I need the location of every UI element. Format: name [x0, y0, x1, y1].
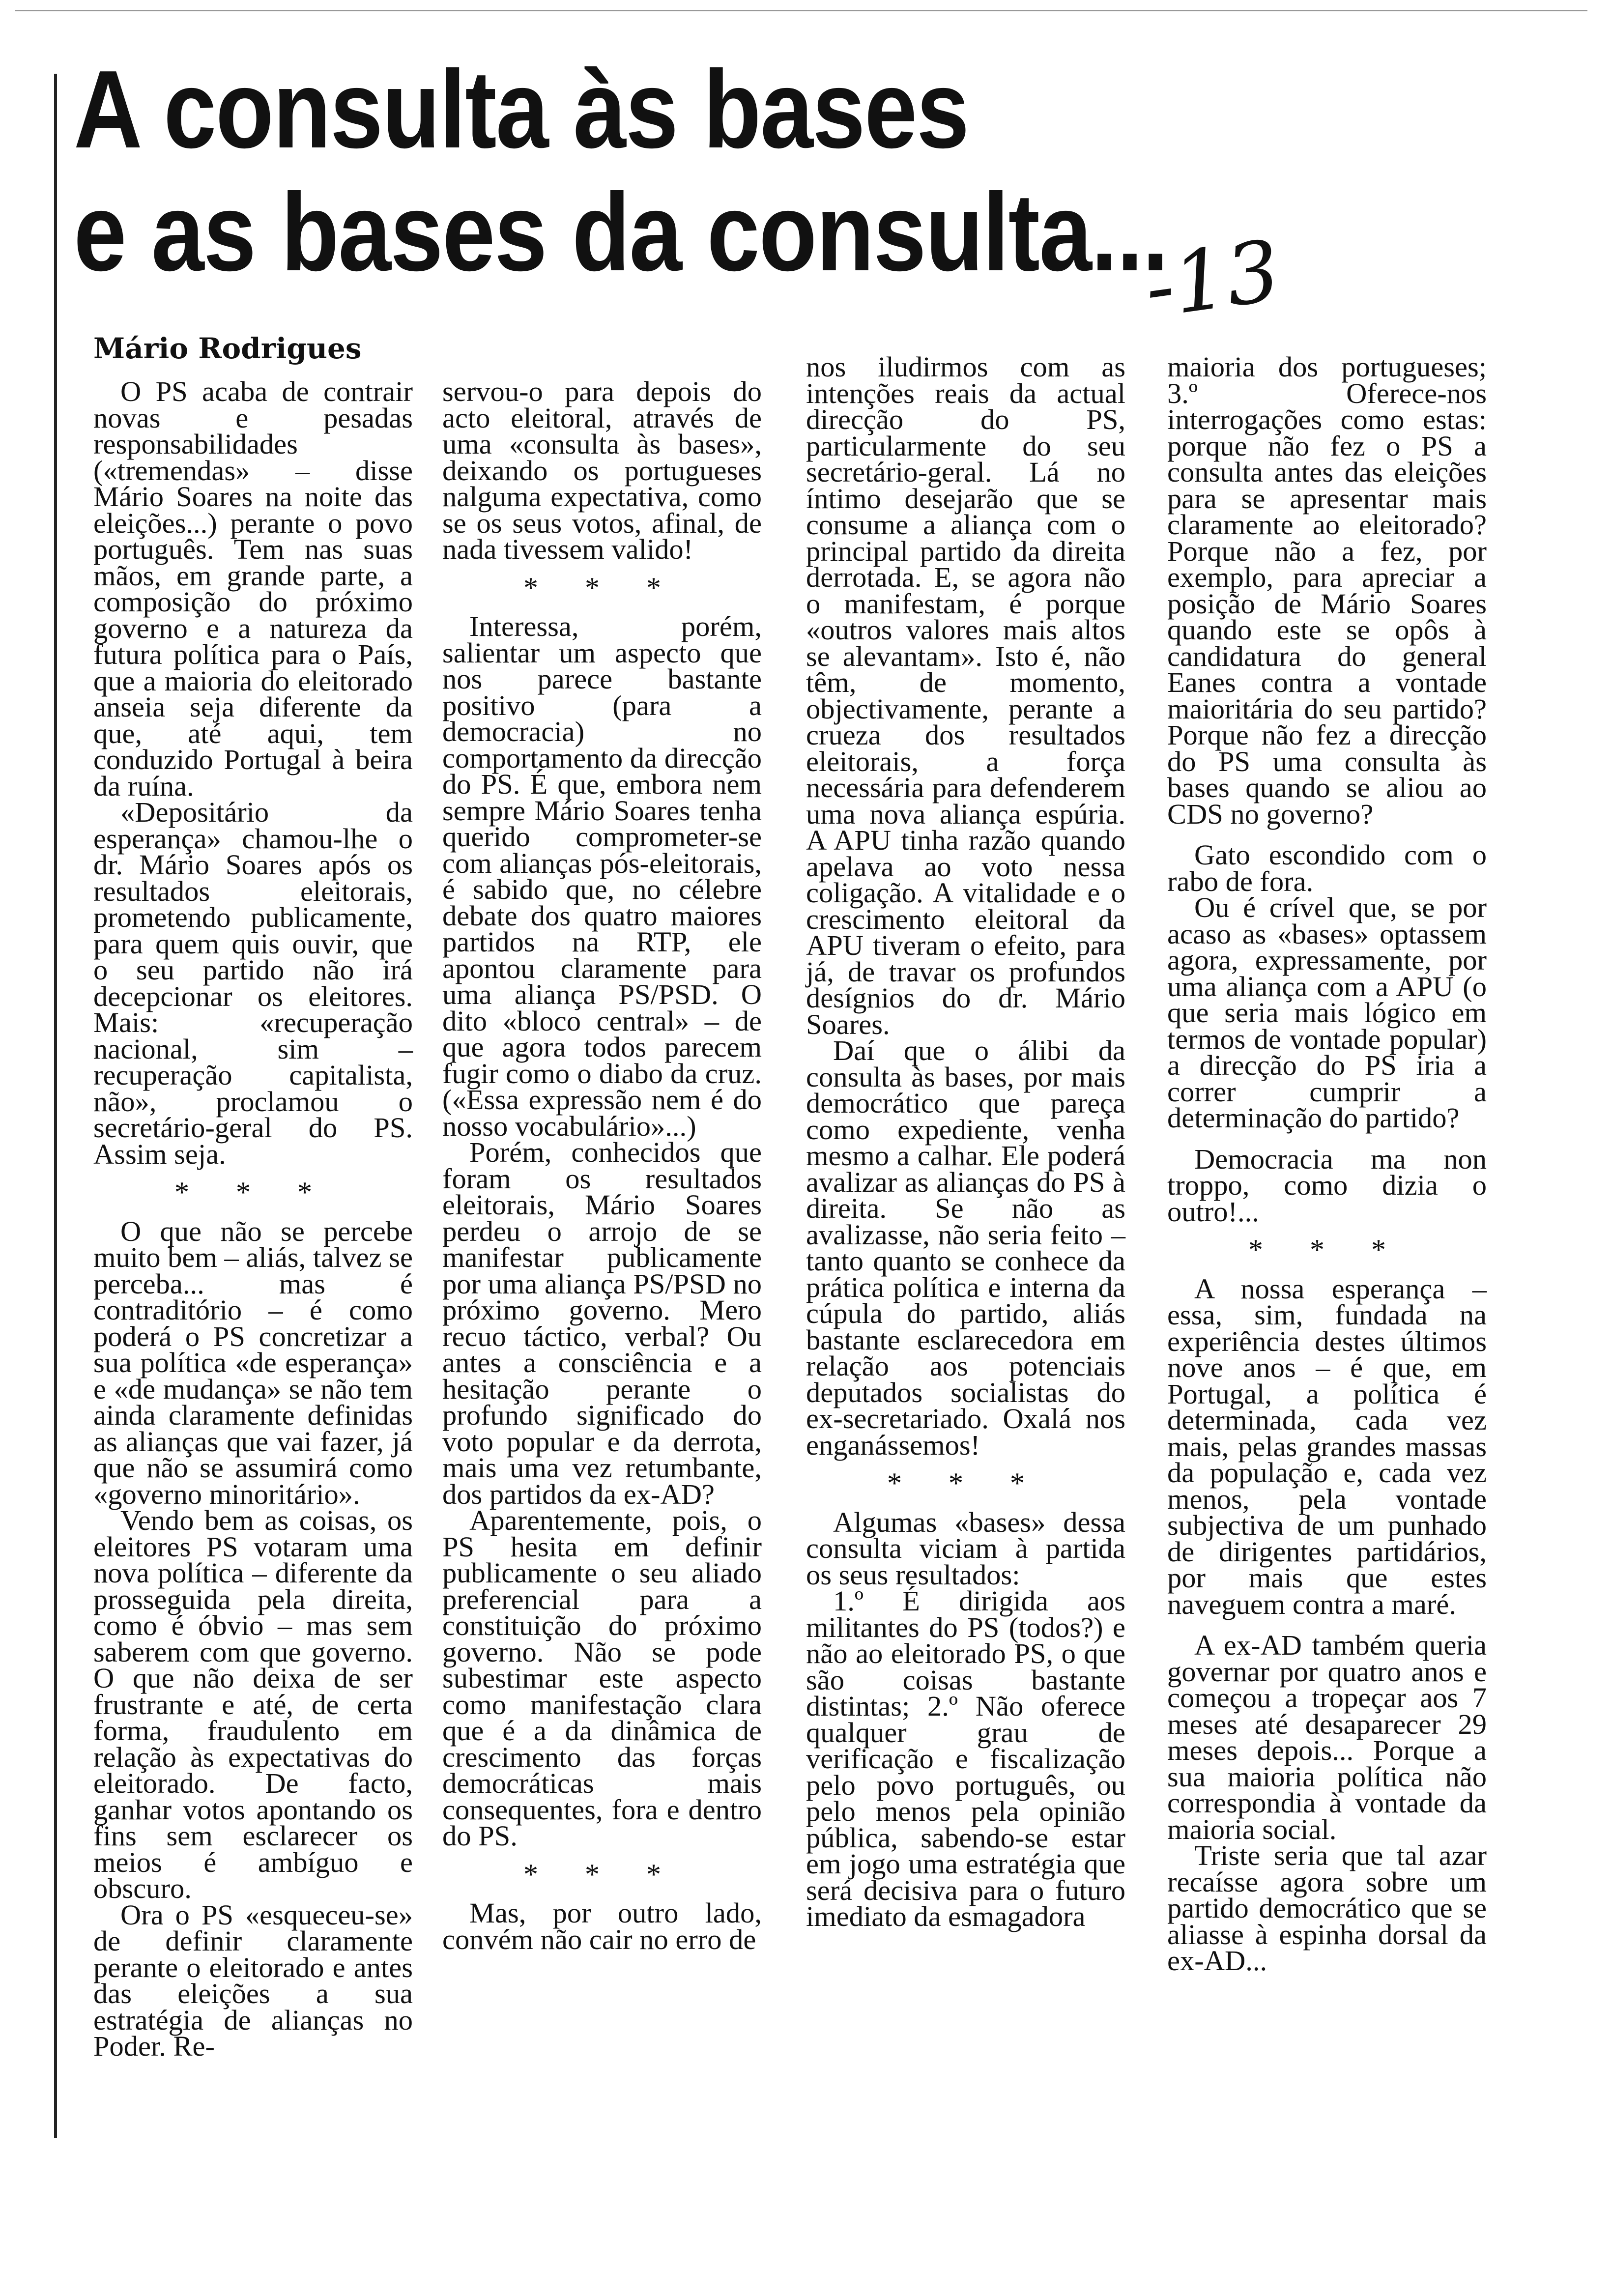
- paragraph: Democracia ma non troppo, como dizia o outro!...: [1167, 1143, 1487, 1228]
- section-separator: * * *: [523, 1858, 681, 1891]
- paragraph: Mas, por outro lado, convém não cair no erro de: [442, 1897, 762, 1955]
- section-separator: * * *: [523, 571, 681, 604]
- paragraph: A ex-AD também queria governar por quatro anos e começou a tropeçar aos 7 meses até desaparecer 29 meses depois... Porque a sua maioria política não correspondia à vontade da maioria social.: [1167, 1629, 1487, 1845]
- paragraph: Ou é crível que, se por acaso as «bases» optassem agora, expressamente, por uma aliança com a APU (o que seria mais lógico em termos de vontade popular) a direcção do PS iria a correr cumprir a determinação do partido?: [1167, 891, 1487, 1134]
- section-separator: * * *: [887, 1467, 1044, 1499]
- paragraph: Aparentemente, pois, o PS hesita em definir publicamente o seu aliado preferencial para a constituição do próximo governo. Não se pode subestimar este aspecto como manifestação clara que é a da dinâmica de crescimento das forças democráticas mais consequentes, fora e dentro do PS.: [442, 1504, 762, 1852]
- paragraph: Triste seria que tal azar recaísse agora sobre um partido democrático que se aliasse à espinha dorsal da ex-AD...: [1167, 1839, 1487, 1977]
- paragraph: Gato escondido com o rabo de fora.: [1167, 839, 1487, 897]
- headline-line-1: A consulta às bases: [74, 47, 969, 171]
- paragraph: Vendo bem as coisas, os eleitores PS votaram uma nova política – diferente da prosseguida pela direita, como é óbvio – mas sem saberem com que governo. O que não deixa de ser frustrante e até, de certa forma, fraudulento em relação às expectativas do eleitorado. De facto, ganhar votos apontando os fins sem esclarecer os meios é ambíguo e obscuro.: [93, 1504, 413, 1904]
- paragraph: Porém, conhecidos que foram os resultados eleitorais, Mário Soares perdeu o arrojo de se manifestar publicamente por uma aliança PS/PSD no próximo governo. Mero recuo táctico, verbal? Ou antes a consciência e a hesitação perante o profundo significado do voto popular e da derrota, mais uma vez retumbante, dos partidos da ex-AD?: [442, 1136, 762, 1510]
- paragraph: 1.º É dirigida aos militantes do PS (todos?) e não ao eleitorado PS, o que são coisas bastante distintas; 2.º Não oferece qualquer grau de verificação e fiscalização pelo povo português, ou pelo menos pela opinião pública, sabendo-se estar em jogo uma estratégia que será decisiva para o futuro imediato da esmagadora: [806, 1585, 1125, 1932]
- article-column-2: [442, 375, 762, 1955]
- article-column-3: [806, 351, 1125, 1932]
- top-rule: [15, 10, 1587, 11]
- paragraph: Algumas «bases» dessa consulta viciam à partida os seus resultados:: [806, 1506, 1125, 1591]
- paragraph: Daí que o álibi da consulta às bases, por mais democrático que pareça como expediente, venha mesmo a calhar. Ele poderá avalizar as alianças do PS à direita. Se não as avalizasse, não seria feito – tanto quanto se conhece da prática política e interna da cúpula do partido, aliás bastante esclarecedora em relação aos potenciais deputados socialistas do ex-secretariado. Oxalá nos enganássemos!: [806, 1034, 1125, 1461]
- paragraph: Ora o PS «esqueceu-se» de definir claramente perante o eleitorado e antes das eleições a sua estratégia de alianças no Poder. Re-: [93, 1898, 413, 2062]
- paragraph: O que não se percebe muito bem – aliás, talvez se perceba... mas é contraditório – é como poderá o PS concretizar a sua política «de esperança» e «de mudança» se não tem ainda claramente definidas as alianças que vai fazer, já que não se assumirá como «governo minoritário».: [93, 1215, 413, 1510]
- section-separator: * * *: [174, 1176, 332, 1208]
- headline-line-2: e as bases da consulta...: [74, 170, 1168, 294]
- author-byline: Mário Rodrigues: [93, 332, 362, 365]
- paragraph: nos iludirmos com as intenções reais da actual direcção do PS, particularmente do seu secretário-geral. Lá no íntimo desejarão que se consume a aliança com o principal partido da direita derrotada. E, se agora não o manifestam, é porque «outros valores mais altos se alevantam». Isto é, não têm, de momento, objectivamente, perante a crueza dos resultados eleitorais, a força necessária para defenderem uma nova aliança espúria. A APU tinha razão quando apelava ao voto nessa coligação. A vitalidade e o crescimento eleitoral da APU tiveram o efeito, para já, de travar os profundos desígnios do dr. Mário Soares.: [806, 351, 1125, 1040]
- paragraph: servou-o para depois do acto eleitoral, através de uma «consulta às bases», deixando os portugueses nalguma expectativa, como se os seus votos, afinal, de nada tivessem valido!: [442, 375, 762, 565]
- paragraph: O PS acaba de contrair novas e pesadas responsabilidades («tremendas» – disse Mário Soares na noite das eleições...) perante o povo português. Tem nas suas mãos, em grande parte, a composição do próximo governo e a natureza da futura política para o País, que a maioria do eleitorado anseia seja diferente da que, até aqui, tem conduzido Portugal à beira da ruína.: [93, 375, 413, 802]
- paragraph: «Depositário da esperança» chamou-lhe o dr. Mário Soares após os resultados eleitorais, prometendo publicamente, para quem quis ouvir, que o seu partido não irá decepcionar os eleitores. Mais: «recuperação nacional, sim – recuperação capitalista, não», proclamou o secretário-geral do PS. Assim seja.: [93, 796, 413, 1170]
- handwritten-note: -13: [1139, 222, 1286, 338]
- paragraph: maioria dos portugueses; 3.º Oferece-nos interrogações como estas: porque não fez o PS a consulta antes das eleições para se apresentar mais claramente ao eleitorado? Porque não a fez, por exemplo, para apreciar a posição de Mário Soares quando este se opôs à candidatura do general Eanes contra a vontade maioritária do seu partido? Porque não fez a direcção do PS uma consulta às bases quando se aliou ao CDS no governo?: [1167, 351, 1487, 830]
- section-separator: * * *: [1248, 1234, 1406, 1266]
- paragraph: Interessa, porém, salientar um aspecto que nos parece bastante positivo (para a democracia) no comportamento da direcção do PS. É que, embora nem sempre Mário Soares tenha querido comprometer-se com alianças pós-eleitorais, é sabido que, no célebre debate dos quatro maiores partidos na RTP, ele apontou claramente para uma aliança PS/PSD. O dito «bloco central» – de que agora todos parecem fugir como o diabo da cruz. («Essa expressão nem é do nosso vocabulário»...): [442, 610, 762, 1142]
- left-margin-rule: [54, 74, 57, 2138]
- article-column-1: [93, 375, 413, 2062]
- paragraph: A nossa esperança – essa, sim, fundada na experiência destes últimos nove anos – é que, em Portugal, a política é determinada, cada vez mais, pelas grandes massas da população e, cada vez menos, pela vontade subjectiva de um punhado de dirigentes partidários, por mais que estes naveguem contra a maré.: [1167, 1272, 1487, 1620]
- article-column-4: [1167, 351, 1487, 1977]
